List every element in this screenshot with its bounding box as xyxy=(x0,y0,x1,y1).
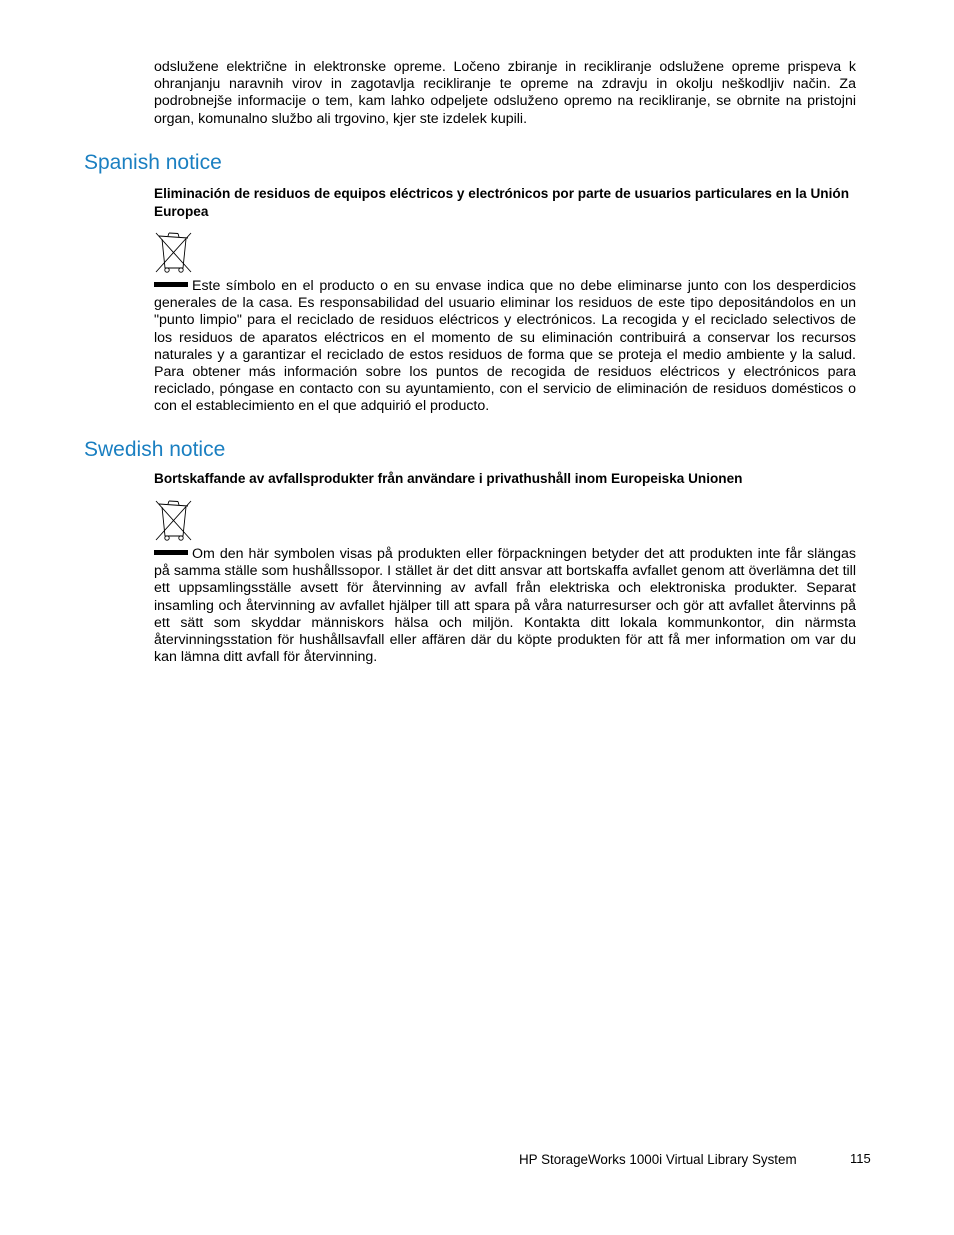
swedish-notice-body xyxy=(154,546,856,666)
intro-paragraph: odslužene električne in elektronske opreme. Ločeno zbiranje in recikliranje odslužene opreme prispeva k ohranjanju naravnih virov in zagotavlja recikliranje te opreme na zdravju in okolju neškodljiv način. Za podrobnejše informacije o tem, kam lahko odpeljete odsluženo opremo na recikliranje, se obrnite na pristojni organ, komunalno službo ali trgovino, kjer ste izdelek kupili. xyxy=(154,59,856,127)
spanish-notice-body xyxy=(154,278,856,416)
spanish-notice-heading: Spanish notice xyxy=(84,151,222,174)
spanish-notice-text: Este símbolo en el producto o en su envase indica que no debe eliminarse junto con los desperdicios generales de la casa. Es responsabilidad del usuario eliminar los residuos de este tipo depositándolos en un "punto limpio" para el reciclado de residuos eléctricos y electrónicos. La recogida y el reciclado selectivos de los residuos de aparatos eléctricos en el momento de su eliminación contribuirá a conservar los recursos naturales y a garantizar el reciclado de estos residuos de forma que se proteja el medio ambiente y la salud. Para obtener más información sobre los puntos de recogida de residuos eléctricos y electrónicos para reciclado, póngase en contacto con su ayuntamiento, con el servicio de eliminación de residuos domésticos o con el establecimiento en el que adquirió el producto. xyxy=(154,278,856,415)
crossed-out-wheelie-bin-icon xyxy=(154,498,194,542)
swedish-notice-text: Om den här symbolen visas på produkten eller förpackningen betyder det att produkten inte får slängas på samma ställe som hushållssopor. I stället är det ditt ansvar att bortskaffa avfallet genom att överlämna det till ett uppsamlingsställe avsett för återvinning av avfall från elektriska och elektroniska produkter. Separat insamling och återvinning av avfallet hjälper till att spara på våra naturresurser och gör att avfallet återvinns på ett sätt som skyddar människors hälsa och miljön. Kontakta ditt lokala kommunkontor, din närmsta återvinningsstation för hushållsavfall eller affären där du köpte produkten för att få mer information om var du kan lämna ditt avfall för återvinning. xyxy=(154,546,856,666)
footer-document-title: HP StorageWorks 1000i Virtual Library System xyxy=(519,1152,797,1167)
footer-page-number: 115 xyxy=(850,1151,871,1166)
swedish-notice-subheading: Bortskaffande av avfallsprodukter från användare i privathushåll inom Europeiska Unionen xyxy=(154,471,743,486)
weee-separate-collection-bar xyxy=(154,550,188,555)
crossed-out-wheelie-bin-icon xyxy=(154,230,194,274)
swedish-notice-heading: Swedish notice xyxy=(84,438,226,461)
spanish-notice-subheading: Eliminación de residuos de equipos eléctricos y electrónicos por parte de usuarios particulares en la Unión Europea xyxy=(154,186,849,219)
weee-separate-collection-bar xyxy=(154,282,188,287)
